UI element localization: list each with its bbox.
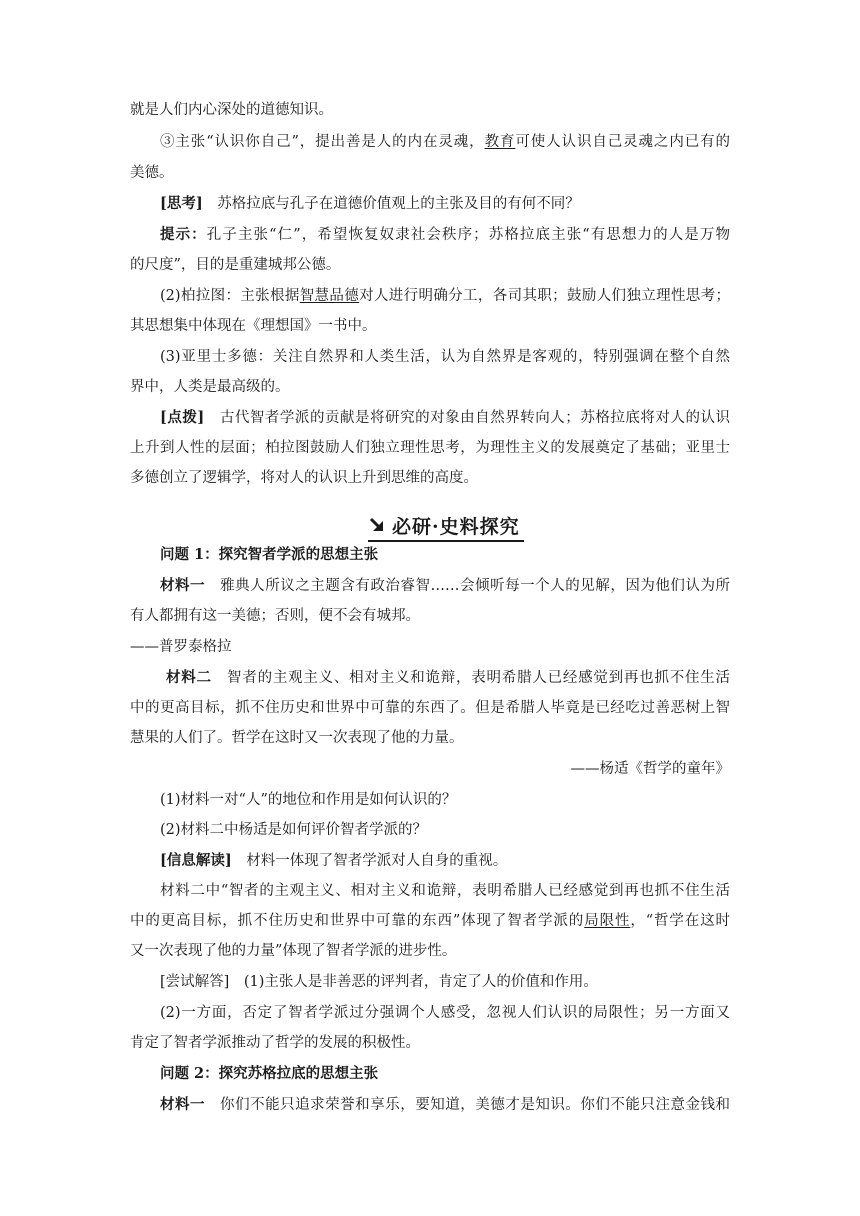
text-line: 界中，人类是最高级的。	[130, 379, 290, 395]
section-header	[368, 512, 520, 538]
info-tag: [信息解读]	[160, 852, 232, 869]
material-line: 材料二 智者的主观主义、相对主义和诡辩，表明希腊人已经感觉到再也抓不住生活	[166, 669, 731, 686]
think-tag: [思考]	[160, 195, 203, 212]
source-line: ——普罗泰格拉	[130, 639, 232, 655]
underlined-term: 教育	[484, 134, 516, 150]
note-line: [点拨] 古代智者学派的贡献是将研究的对象由自然界转向人；苏格拉底将对人的认识	[160, 409, 730, 426]
hint-line: 提示：孔子主张“仁”，希望恢复奴隶社会秩序；苏格拉底主张“有思想力的人是万物	[160, 226, 730, 243]
question-title: 问题 1：探究智者学派的思想主张	[160, 546, 379, 563]
source-line: ——杨适《哲学的童年》	[570, 761, 730, 777]
arrow-icon	[368, 515, 388, 535]
note-tag: [点拨]	[160, 409, 205, 426]
text-line: 就是人们内心深处的道德知识。	[130, 102, 333, 118]
ask-line: (2)材料二中杨适是如何评价智者学派的？	[160, 822, 428, 838]
text-line: 慧果的人们了。哲学在这时又一次表现了他的力量。	[130, 730, 464, 746]
text-line: (3)亚里士多德：关注自然界和人类生活，认为自然界是客观的，特别强调在整个自然	[160, 349, 730, 365]
text-line: 其思想集中体现在《理想国》一书中。	[130, 318, 377, 334]
ask-line: (1)材料一对“人”的地位和作用是如何认识的？	[160, 792, 457, 808]
material-tag: 材料一	[160, 577, 206, 594]
material-line: 材料一 雅典人所议之主题含有政治睿智……会倾听每一个人的见解，因为他们认为所	[160, 577, 731, 594]
material-tag: 材料二	[166, 669, 212, 686]
text-line: 中的更高目标，抓不住历史和世界中可靠的东西了。但是希腊人毕竟是已经吃过善恶树上智	[130, 700, 730, 716]
text-line: 上升到人性的层面；柏拉图鼓励人们独立理性思考，为理性主义的发展奠定了基础；亚里士	[130, 440, 730, 456]
text-line: ③主张“认识你自己”，提出善是人的内在灵魂，教育可使人认识自己灵魂之内已有的	[160, 134, 731, 150]
text-line: 又一次表现了他的力量”体现了智者学派的进步性。	[130, 943, 457, 959]
try-tag: [尝试解答]	[160, 974, 230, 990]
section-underline	[368, 540, 524, 542]
underlined-term: 局限性	[584, 913, 631, 929]
text-line: 美德。	[130, 165, 174, 181]
text-line: 的尺度”，目的是重建城邦公德。	[130, 257, 341, 273]
text-line: 肯定了智者学派推动了哲学的发展的积极性。	[130, 1035, 420, 1051]
text-line: 中的更高目标，抓不住历史和世界中可靠的东西”体现了智者学派的局限性，“哲学在这时	[130, 913, 730, 929]
text-line: 材料二中“智者的主观主义、相对主义和诡辩，表明希腊人已经感觉到再也抓不住生活	[160, 883, 730, 899]
text-line: 有人都拥有这一美德；否则，便不会有城邦。	[130, 608, 420, 624]
info-line: [信息解读] 材料一体现了智者学派对人自身的重视。	[160, 852, 508, 869]
material-line: 材料一 你们不能只追求荣誉和享乐，要知道，美德才是知识。你们不能只注意金钱和	[160, 1096, 731, 1113]
text-line: 多德创立了逻辑学，将对人的认识上升到思维的高度。	[130, 470, 478, 486]
section-title: 必研·史料探究	[392, 515, 520, 538]
underlined-term: 智慧品德	[299, 288, 360, 304]
text-line: (2)一方面，否定了智者学派过分强调个人感受，忽视人们认识的局限性；另一方面又	[160, 1005, 730, 1021]
hint-tag: 提示：	[160, 226, 207, 243]
think-line: [思考] 苏格拉底与孔子在道德价值观上的主张及目的有何不同？	[160, 195, 580, 212]
question-title: 问题 2：探究苏格拉底的思想主张	[160, 1065, 379, 1082]
text-line: (2)柏拉图：主张根据智慧品德对人进行明确分工，各司其职；鼓励人们独立理性思考；	[160, 288, 731, 304]
material-tag: 材料一	[160, 1096, 206, 1113]
try-line: [尝试解答] (1)主张人是非善恶的评判者，肯定了人的价值和作用。	[160, 974, 598, 990]
